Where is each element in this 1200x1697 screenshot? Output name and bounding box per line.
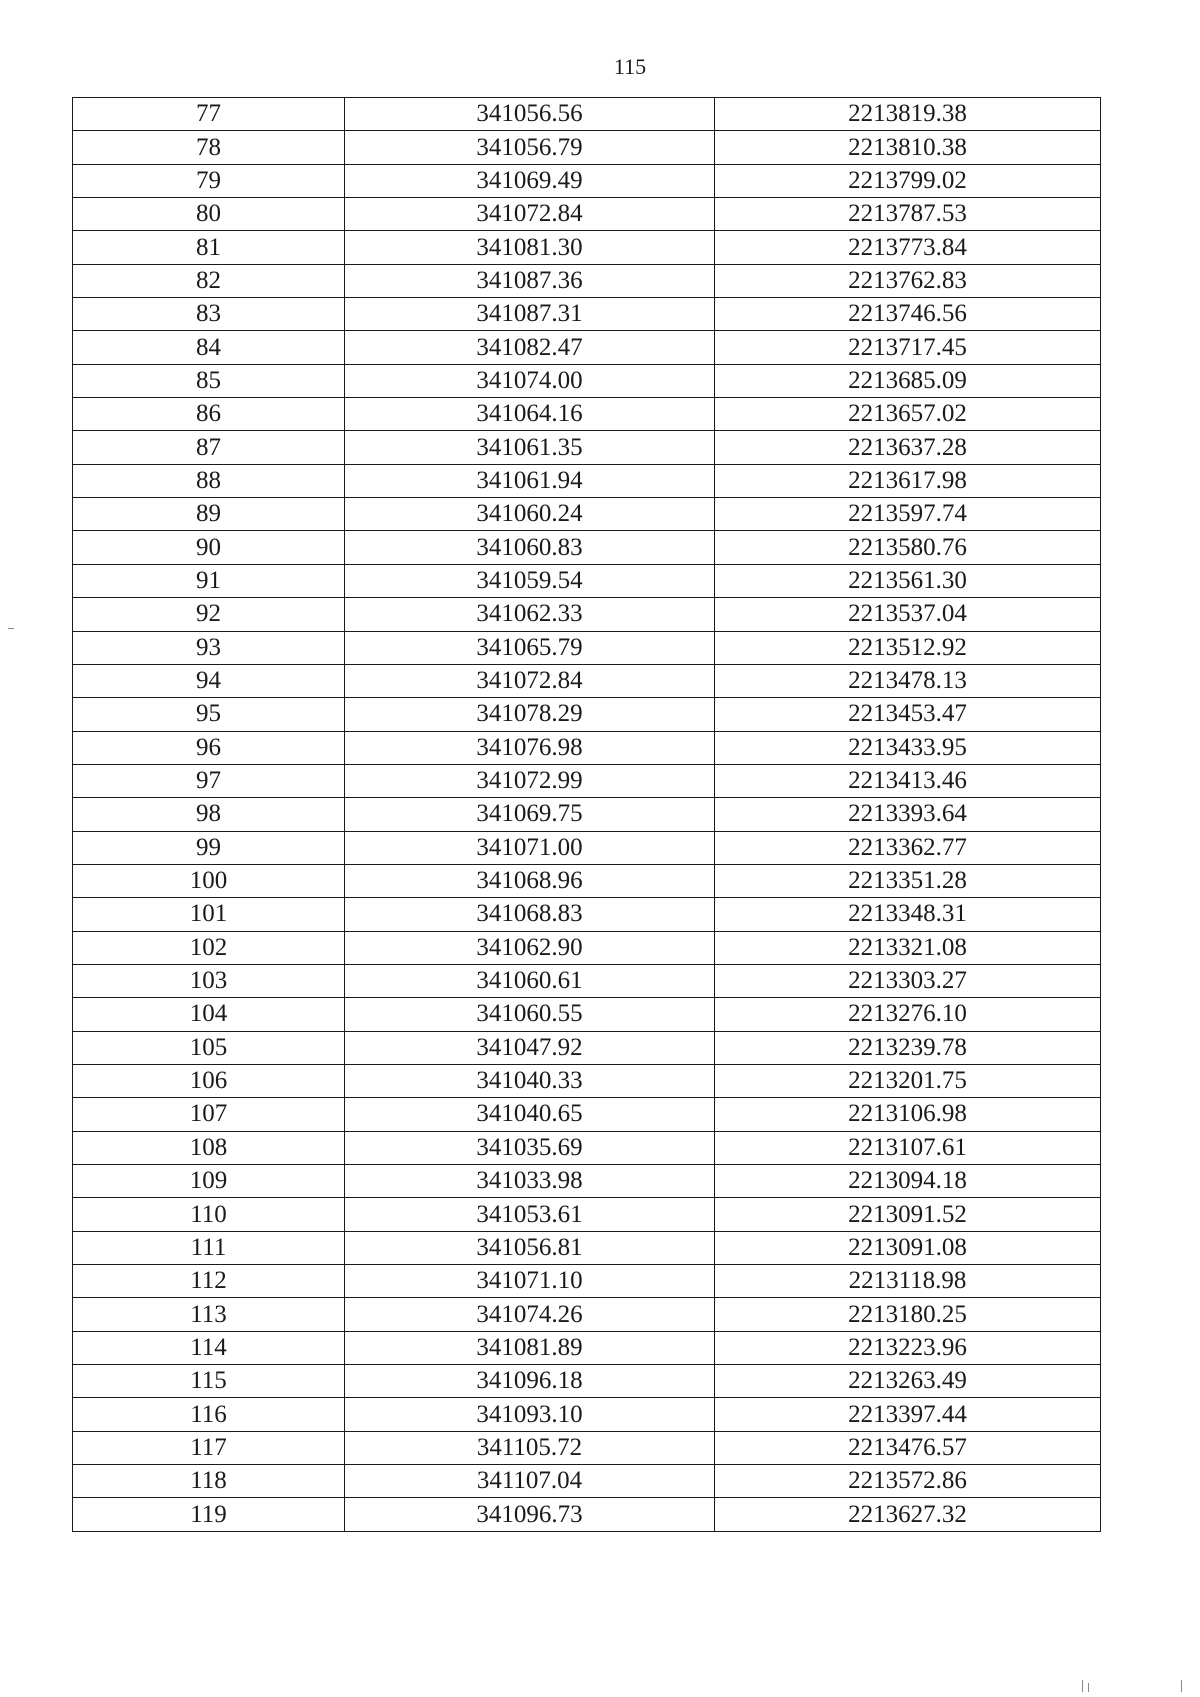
y-coordinate-cell: 2213561.30 xyxy=(715,564,1101,597)
x-coordinate-cell: 341072.99 xyxy=(345,764,715,797)
point-number-cell: 80 xyxy=(73,198,345,231)
x-coordinate-cell: 341076.98 xyxy=(345,731,715,764)
x-coordinate-cell: 341062.90 xyxy=(345,931,715,964)
y-coordinate-cell: 2213787.53 xyxy=(715,198,1101,231)
point-number-cell: 79 xyxy=(73,164,345,197)
table-row xyxy=(73,1165,1101,1198)
x-coordinate-cell: 341068.96 xyxy=(345,864,715,897)
point-number-cell: 84 xyxy=(73,331,345,364)
point-number-cell: 117 xyxy=(73,1431,345,1464)
x-coordinate-cell: 341047.92 xyxy=(345,1031,715,1064)
y-coordinate-cell: 2213351.28 xyxy=(715,864,1101,897)
x-coordinate-cell: 341107.04 xyxy=(345,1465,715,1498)
point-number-cell: 104 xyxy=(73,998,345,1031)
point-number-cell: 90 xyxy=(73,531,345,564)
table-row xyxy=(73,464,1101,497)
x-coordinate-cell: 341056.79 xyxy=(345,131,715,164)
x-coordinate-cell: 341035.69 xyxy=(345,1131,715,1164)
point-number-cell: 85 xyxy=(73,364,345,397)
scan-mark-bottom-right-3 xyxy=(1181,1680,1182,1692)
y-coordinate-cell: 2213397.44 xyxy=(715,1398,1101,1431)
point-number-cell: 119 xyxy=(73,1498,345,1531)
x-coordinate-cell: 341065.79 xyxy=(345,631,715,664)
point-number-cell: 114 xyxy=(73,1331,345,1364)
y-coordinate-cell: 2213091.52 xyxy=(715,1198,1101,1231)
scan-mark-bottom-right-2 xyxy=(1088,1683,1089,1692)
x-coordinate-cell: 341069.75 xyxy=(345,798,715,831)
y-coordinate-cell: 2213263.49 xyxy=(715,1365,1101,1398)
y-coordinate-cell: 2213106.98 xyxy=(715,1098,1101,1131)
table-row xyxy=(73,1431,1101,1464)
y-coordinate-cell: 2213512.92 xyxy=(715,631,1101,664)
table-row xyxy=(73,1198,1101,1231)
table-row xyxy=(73,1298,1101,1331)
x-coordinate-cell: 341074.26 xyxy=(345,1298,715,1331)
point-number-cell: 105 xyxy=(73,1031,345,1064)
y-coordinate-cell: 2213094.18 xyxy=(715,1165,1101,1198)
table-row xyxy=(73,864,1101,897)
table-row xyxy=(73,231,1101,264)
x-coordinate-cell: 341081.89 xyxy=(345,1331,715,1364)
table-row xyxy=(73,798,1101,831)
page-number: 115 xyxy=(613,54,647,79)
x-coordinate-cell: 341105.72 xyxy=(345,1431,715,1464)
table-row xyxy=(73,164,1101,197)
y-coordinate-cell: 2213091.08 xyxy=(715,1231,1101,1264)
point-number-cell: 96 xyxy=(73,731,345,764)
point-number-cell: 102 xyxy=(73,931,345,964)
x-coordinate-cell: 341060.83 xyxy=(345,531,715,564)
x-coordinate-cell: 341071.10 xyxy=(345,1265,715,1298)
y-coordinate-cell: 2213799.02 xyxy=(715,164,1101,197)
y-coordinate-cell: 2213239.78 xyxy=(715,1031,1101,1064)
x-coordinate-cell: 341072.84 xyxy=(345,664,715,697)
table-row xyxy=(73,898,1101,931)
x-coordinate-cell: 341062.33 xyxy=(345,598,715,631)
table-row xyxy=(73,1398,1101,1431)
y-coordinate-cell: 2213762.83 xyxy=(715,264,1101,297)
x-coordinate-cell: 341061.94 xyxy=(345,464,715,497)
x-coordinate-cell: 341074.00 xyxy=(345,364,715,397)
point-number-cell: 81 xyxy=(73,231,345,264)
table-row xyxy=(73,1365,1101,1398)
table-row xyxy=(73,498,1101,531)
x-coordinate-cell: 341053.61 xyxy=(345,1198,715,1231)
x-coordinate-cell: 341060.55 xyxy=(345,998,715,1031)
point-number-cell: 111 xyxy=(73,1231,345,1264)
table-row xyxy=(73,931,1101,964)
x-coordinate-cell: 341061.35 xyxy=(345,431,715,464)
x-coordinate-cell: 341064.16 xyxy=(345,398,715,431)
x-coordinate-cell: 341040.33 xyxy=(345,1064,715,1097)
x-coordinate-cell: 341033.98 xyxy=(345,1165,715,1198)
point-number-cell: 98 xyxy=(73,798,345,831)
y-coordinate-cell: 2213746.56 xyxy=(715,298,1101,331)
table-row xyxy=(73,831,1101,864)
point-number-cell: 112 xyxy=(73,1265,345,1298)
y-coordinate-cell: 2213433.95 xyxy=(715,731,1101,764)
y-coordinate-cell: 2213303.27 xyxy=(715,964,1101,997)
table-row xyxy=(73,631,1101,664)
point-number-cell: 100 xyxy=(73,864,345,897)
point-number-cell: 83 xyxy=(73,298,345,331)
point-number-cell: 87 xyxy=(73,431,345,464)
y-coordinate-cell: 2213453.47 xyxy=(715,698,1101,731)
point-number-cell: 89 xyxy=(73,498,345,531)
y-coordinate-cell: 2213572.86 xyxy=(715,1465,1101,1498)
y-coordinate-cell: 2213413.46 xyxy=(715,764,1101,797)
x-coordinate-cell: 341078.29 xyxy=(345,698,715,731)
point-number-cell: 88 xyxy=(73,464,345,497)
x-coordinate-cell: 341093.10 xyxy=(345,1398,715,1431)
x-coordinate-cell: 341081.30 xyxy=(345,231,715,264)
table-row xyxy=(73,98,1101,131)
x-coordinate-cell: 341040.65 xyxy=(345,1098,715,1131)
y-coordinate-cell: 2213393.64 xyxy=(715,798,1101,831)
table-row xyxy=(73,1498,1101,1531)
y-coordinate-cell: 2213597.74 xyxy=(715,498,1101,531)
point-number-cell: 86 xyxy=(73,398,345,431)
scan-mark-bottom-right xyxy=(1082,1680,1083,1692)
point-number-cell: 101 xyxy=(73,898,345,931)
table-row xyxy=(73,298,1101,331)
table-row xyxy=(73,1098,1101,1131)
coordinate-table-body xyxy=(73,98,1101,1532)
point-number-cell: 77 xyxy=(73,98,345,131)
y-coordinate-cell: 2213321.08 xyxy=(715,931,1101,964)
y-coordinate-cell: 2213476.57 xyxy=(715,1431,1101,1464)
y-coordinate-cell: 2213478.13 xyxy=(715,664,1101,697)
x-coordinate-cell: 341060.24 xyxy=(345,498,715,531)
x-coordinate-cell: 341072.84 xyxy=(345,198,715,231)
y-coordinate-cell: 2213627.32 xyxy=(715,1498,1101,1531)
table-row xyxy=(73,764,1101,797)
table-row xyxy=(73,1465,1101,1498)
point-number-cell: 113 xyxy=(73,1298,345,1331)
x-coordinate-cell: 341056.56 xyxy=(345,98,715,131)
point-number-cell: 93 xyxy=(73,631,345,664)
table-row xyxy=(73,398,1101,431)
point-number-cell: 109 xyxy=(73,1165,345,1198)
y-coordinate-cell: 2213276.10 xyxy=(715,998,1101,1031)
y-coordinate-cell: 2213537.04 xyxy=(715,598,1101,631)
table-row xyxy=(73,598,1101,631)
x-coordinate-cell: 341059.54 xyxy=(345,564,715,597)
point-number-cell: 82 xyxy=(73,264,345,297)
table-row xyxy=(73,664,1101,697)
y-coordinate-cell: 2213180.25 xyxy=(715,1298,1101,1331)
x-coordinate-cell: 341087.36 xyxy=(345,264,715,297)
table-row xyxy=(73,564,1101,597)
point-number-cell: 92 xyxy=(73,598,345,631)
x-coordinate-cell: 341096.73 xyxy=(345,1498,715,1531)
table-row xyxy=(73,1265,1101,1298)
point-number-cell: 95 xyxy=(73,698,345,731)
point-number-cell: 107 xyxy=(73,1098,345,1131)
table-row xyxy=(73,198,1101,231)
y-coordinate-cell: 2213118.98 xyxy=(715,1265,1101,1298)
y-coordinate-cell: 2213223.96 xyxy=(715,1331,1101,1364)
table-row xyxy=(73,431,1101,464)
coordinate-table xyxy=(72,97,1101,1532)
table-row xyxy=(73,364,1101,397)
y-coordinate-cell: 2213685.09 xyxy=(715,364,1101,397)
point-number-cell: 106 xyxy=(73,1064,345,1097)
table-row xyxy=(73,1031,1101,1064)
table-row xyxy=(73,1064,1101,1097)
x-coordinate-cell: 341082.47 xyxy=(345,331,715,364)
point-number-cell: 99 xyxy=(73,831,345,864)
table-row xyxy=(73,1331,1101,1364)
y-coordinate-cell: 2213810.38 xyxy=(715,131,1101,164)
point-number-cell: 118 xyxy=(73,1465,345,1498)
table-row xyxy=(73,1131,1101,1164)
y-coordinate-cell: 2213348.31 xyxy=(715,898,1101,931)
scan-mark-left xyxy=(8,628,14,629)
y-coordinate-cell: 2213107.61 xyxy=(715,1131,1101,1164)
y-coordinate-cell: 2213362.77 xyxy=(715,831,1101,864)
x-coordinate-cell: 341068.83 xyxy=(345,898,715,931)
point-number-cell: 110 xyxy=(73,1198,345,1231)
x-coordinate-cell: 341056.81 xyxy=(345,1231,715,1264)
x-coordinate-cell: 341096.18 xyxy=(345,1365,715,1398)
table-row xyxy=(73,698,1101,731)
y-coordinate-cell: 2213657.02 xyxy=(715,398,1101,431)
point-number-cell: 78 xyxy=(73,131,345,164)
x-coordinate-cell: 341087.31 xyxy=(345,298,715,331)
y-coordinate-cell: 2213637.28 xyxy=(715,431,1101,464)
point-number-cell: 115 xyxy=(73,1365,345,1398)
table-row xyxy=(73,964,1101,997)
x-coordinate-cell: 341071.00 xyxy=(345,831,715,864)
x-coordinate-cell: 341069.49 xyxy=(345,164,715,197)
point-number-cell: 108 xyxy=(73,1131,345,1164)
point-number-cell: 103 xyxy=(73,964,345,997)
y-coordinate-cell: 2213580.76 xyxy=(715,531,1101,564)
y-coordinate-cell: 2213717.45 xyxy=(715,331,1101,364)
y-coordinate-cell: 2213201.75 xyxy=(715,1064,1101,1097)
table-row xyxy=(73,1231,1101,1264)
table-row xyxy=(73,131,1101,164)
y-coordinate-cell: 2213617.98 xyxy=(715,464,1101,497)
point-number-cell: 91 xyxy=(73,564,345,597)
table-row xyxy=(73,731,1101,764)
table-row xyxy=(73,331,1101,364)
table-row xyxy=(73,531,1101,564)
point-number-cell: 116 xyxy=(73,1398,345,1431)
table-row xyxy=(73,998,1101,1031)
point-number-cell: 97 xyxy=(73,764,345,797)
table-row xyxy=(73,264,1101,297)
y-coordinate-cell: 2213773.84 xyxy=(715,231,1101,264)
x-coordinate-cell: 341060.61 xyxy=(345,964,715,997)
point-number-cell: 94 xyxy=(73,664,345,697)
y-coordinate-cell: 2213819.38 xyxy=(715,98,1101,131)
